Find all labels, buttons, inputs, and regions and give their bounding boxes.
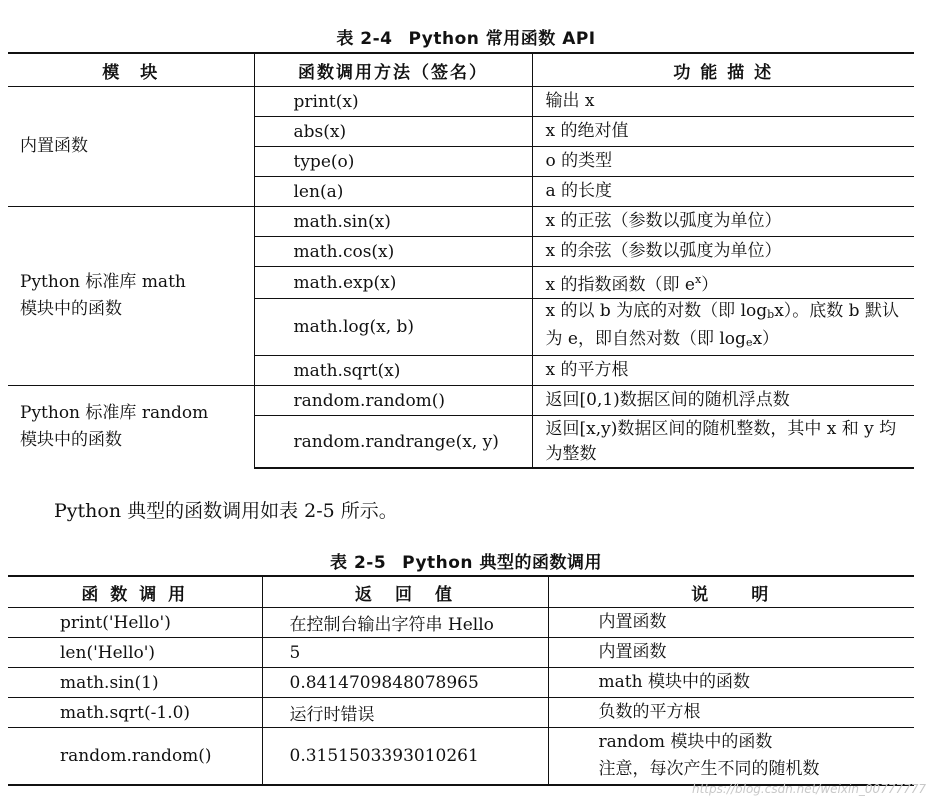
return-cell: 0.3151503393010261 (262, 728, 548, 786)
module-random-line1: Python 标准库 random (20, 403, 209, 423)
module-builtin: 内置函数 (20, 136, 88, 156)
table-row (8, 386, 914, 416)
table1-caption-title: Python 常用函数 API (408, 29, 596, 49)
call-cell: random.randrange(x, y) (254, 416, 532, 469)
desc-superscript: x (694, 273, 702, 286)
note-cell: 负数的平方根 (548, 698, 914, 728)
python-api-table (8, 52, 914, 469)
table1-caption-number: 表 2-4 (336, 29, 393, 49)
desc-cell: 返回[0,1)数据区间的随机浮点数 (532, 386, 914, 416)
desc-text: x）。底数 b 默认为 e，即自然对数（即 log (545, 301, 899, 349)
header-description: 功 能 描 述 (532, 53, 914, 87)
module-random (8, 386, 254, 469)
desc-cell: x 的余弦（参数以弧度为单位） (532, 237, 914, 267)
call-cell: len('Hello') (8, 638, 262, 668)
desc-text: x 的以 b 为底的对数（即 log (545, 301, 768, 321)
call-cell: len(a) (254, 177, 532, 207)
call-cell: math.sqrt(-1.0) (8, 698, 262, 728)
desc-cell (532, 299, 914, 356)
table-row (8, 668, 914, 698)
call-cell: math.log(x, b) (254, 299, 532, 356)
table1-caption (0, 24, 932, 49)
desc-cell: o 的类型 (532, 147, 914, 177)
note-line2: 注意，每次产生不同的随机数 (598, 759, 820, 779)
note-line1: random 模块中的函数 (598, 732, 773, 752)
call-cell: math.sin(x) (254, 207, 532, 237)
desc-text: ） (701, 275, 719, 295)
table2-caption (0, 548, 932, 573)
return-cell: 5 (262, 638, 548, 668)
watermark: https://blog.csdn.net/weixin_00777777 (691, 782, 926, 796)
call-cell: print(x) (254, 87, 532, 117)
desc-cell (532, 267, 914, 299)
call-cell: print('Hello') (60, 612, 171, 633)
body-paragraph: Python 典型的函数调用如表 2-5 所示。 (54, 500, 398, 522)
desc-subscript: e (745, 336, 753, 349)
call-cell: math.sqrt(x) (254, 356, 532, 386)
call-cell: math.exp(x) (254, 267, 532, 299)
table2-header-row (8, 576, 914, 608)
return-cell: 0.8414709848078965 (262, 668, 548, 698)
desc-text: x 的指数函数（即 e (545, 275, 695, 295)
desc-text: x） (752, 329, 780, 349)
desc-subscript: b (767, 308, 775, 321)
call-cell: type(o) (254, 147, 532, 177)
call-cell: math.sin(1) (8, 668, 262, 698)
call-cell: random.random() (254, 386, 532, 416)
desc-cell: a 的长度 (532, 177, 914, 207)
table-row (8, 87, 914, 117)
header-module: 模 块 (102, 62, 160, 83)
note-cell: math 模块中的函数 (548, 668, 914, 698)
table-row (8, 207, 914, 237)
note-cell: 内置函数 (548, 638, 914, 668)
table-row (8, 698, 914, 728)
desc-cell: 返回[x,y)数据区间的随机整数，其中 x 和 y 均为整数 (532, 416, 914, 469)
return-cell: 在控制台输出字符串 Hello (262, 608, 548, 638)
desc-cell: x 的绝对值 (532, 117, 914, 147)
module-random-line2: 模块中的函数 (20, 430, 122, 450)
note-cell (548, 728, 914, 786)
call-cell: random.random() (8, 728, 262, 786)
table-row (8, 728, 914, 786)
note-cell: 内置函数 (548, 608, 914, 638)
header-function-call: 函 数 调 用 (81, 584, 189, 605)
call-cell: math.cos(x) (254, 237, 532, 267)
desc-cell: x 的平方根 (532, 356, 914, 386)
module-math (8, 207, 254, 386)
module-math-line2: 模块中的函数 (20, 299, 122, 319)
header-return-value: 返 回 值 (262, 576, 548, 608)
table1-header-row (8, 53, 914, 87)
module-math-line1: Python 标准库 math (20, 272, 186, 292)
function-call-table (8, 575, 914, 786)
table-row (8, 638, 914, 668)
table-row (8, 608, 914, 638)
desc-cell: x 的正弦（参数以弧度为单位） (532, 207, 914, 237)
call-cell: abs(x) (254, 117, 532, 147)
header-notes: 说 明 (548, 576, 914, 608)
header-call: 函数调用方法（签名） (254, 53, 532, 87)
desc-cell: 输出 x (532, 87, 914, 117)
return-cell: 运行时错误 (262, 698, 548, 728)
table2-caption-title: Python 典型的函数调用 (402, 553, 602, 573)
table2-caption-number: 表 2-5 (330, 553, 387, 573)
